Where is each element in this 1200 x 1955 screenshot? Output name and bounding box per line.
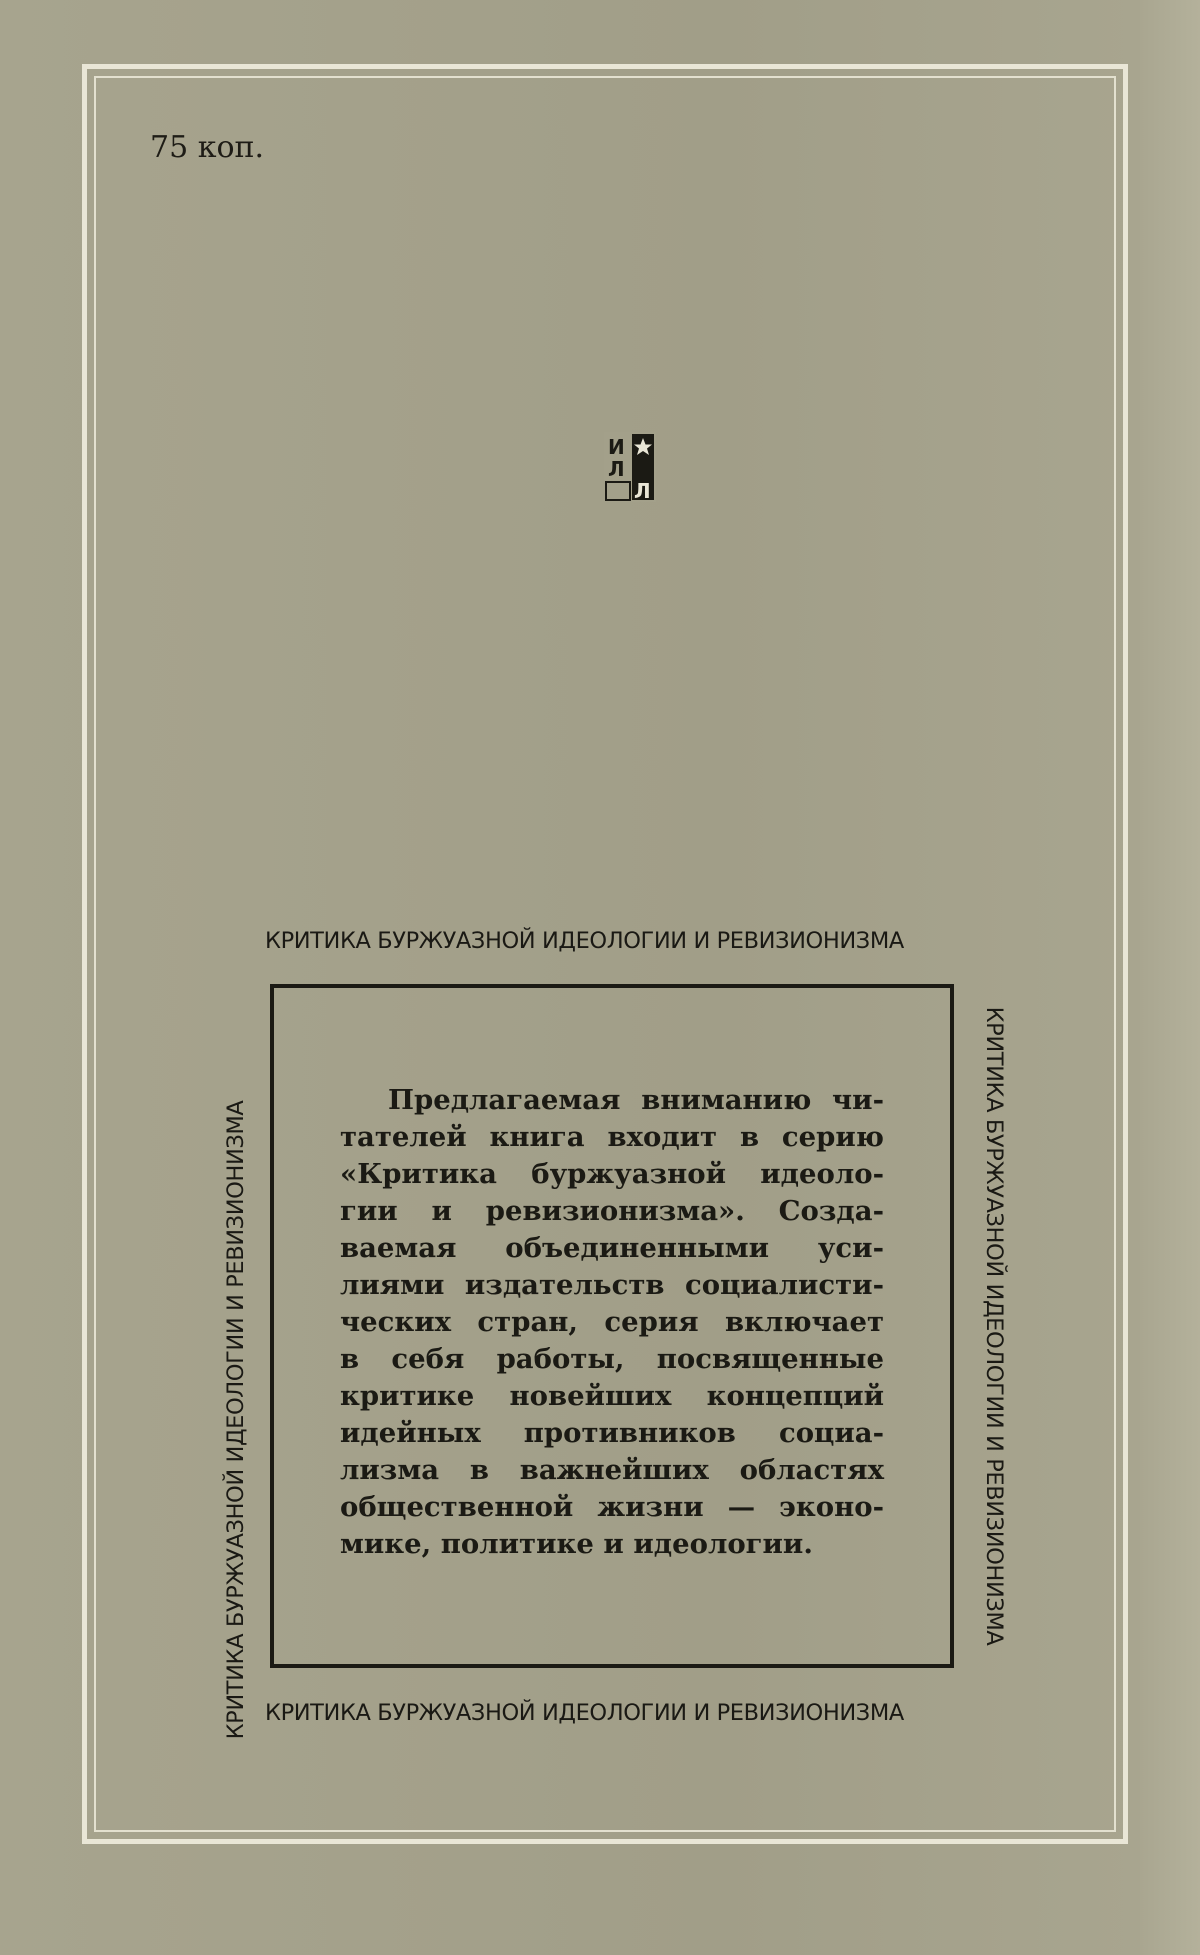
cover-edge [1140,0,1200,1955]
series-title-top: КРИТИКА БУРЖУАЗНОЙ ИДЕОЛОГИИ И РЕВИЗИОНИЗМА [265,928,904,954]
annotation-line: мике, политике и идеологии. [340,1528,813,1560]
annotation-line: общественной жизни — эконо- [340,1491,884,1523]
annotation-line: Предлагаемая вниманию чи- [388,1084,884,1116]
annotation-line: лизма в важнейших областях [340,1454,884,1486]
annotation-line: идейных противников социа- [340,1417,884,1449]
annotation-line: ваемая объединенными уси- [340,1232,884,1264]
series-title-left: КРИТИКА БУРЖУАЗНОЙ ИДЕОЛОГИИ И РЕВИЗИОНИЗМА [223,1100,249,1740]
price-label: 75 коп. [150,130,265,165]
annotation-line: гии и ревизионизма». Созда- [340,1195,884,1227]
logo-letter-1: И [608,435,625,459]
logo-letter-3: Л [634,479,651,502]
publisher-logo [604,432,656,502]
annotation-line: критике новейших концепций [340,1380,884,1412]
logo-letter-2: Л [608,457,625,481]
annotation-line: «Критика буржуазной идеоло- [340,1158,884,1190]
annotation-line: лиями издательств социалисти- [340,1269,884,1301]
annotation-line: в себя работы, посвященные [340,1343,884,1375]
annotation-line: ческих стран, серия включает [340,1306,884,1338]
series-annotation [340,1082,884,1563]
annotation-line: тателей книга входит в серию [340,1121,884,1153]
series-title-bottom: КРИТИКА БУРЖУАЗНОЙ ИДЕОЛОГИИ И РЕВИЗИОНИЗМА [265,1700,904,1726]
series-title-right: КРИТИКА БУРЖУАЗНОЙ ИДЕОЛОГИИ И РЕВИЗИОНИЗМА [981,1006,1007,1646]
